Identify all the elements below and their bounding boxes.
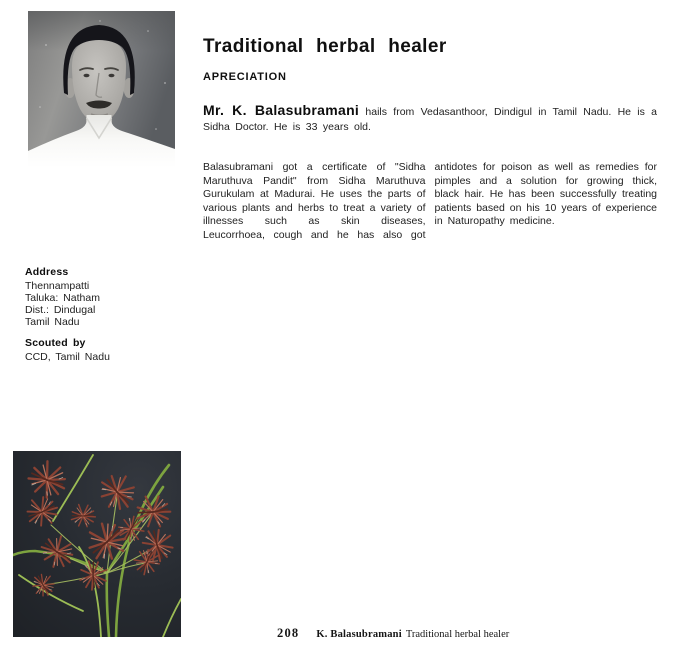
address-block	[25, 266, 185, 328]
intro-text: hails from Vedasanthoor, Dindigul in Tamil Nadu. He is a Sidha Doctor. He is 33 years old.	[203, 106, 658, 133]
body-columns	[203, 161, 657, 243]
healer-name: Mr. K. Balasubramani	[203, 102, 360, 118]
body-column-right: antidotes for poison as well as remedies for pimples and a solution for growing thick, black hair. He has been successfully treating patients based on his 10 years of experience in Naturopathy medicine.	[434, 161, 657, 228]
body-column-left: Balasubramani got a certificate of "Sidha Maruthuva Pandit" from Sidha Maruthuva Gurukulam at Madurai. He uses the parts of various plants and herbs to treat a variety of illnesses such as skin diseases, Leucorrhoea, cough and he has also got	[203, 161, 426, 241]
footer-healer-name: K. Balasubramani	[316, 629, 402, 640]
footer-page-number: 208	[277, 626, 300, 640]
scouted-by-block	[25, 337, 185, 363]
scouted-by-value: CCD, Tamil Nadu	[25, 351, 110, 363]
address-heading: Address	[25, 266, 69, 278]
article	[203, 36, 657, 243]
page-footer	[277, 626, 509, 641]
address-line-2: Taluka: Natham	[25, 292, 100, 304]
address-line-4: Tamil Nadu	[25, 316, 80, 328]
section-heading: APRECIATION	[203, 71, 287, 83]
healer-portrait-photo	[28, 11, 175, 168]
plant-photo-graphic	[13, 451, 181, 637]
intro-paragraph	[203, 103, 657, 134]
address-line-3: Dist.: Dindugal	[25, 304, 96, 316]
footer-article-title: Traditional herbal healer	[405, 629, 510, 640]
address-line-1: Thennampatti	[25, 280, 90, 292]
scouted-by-heading: Scouted by	[25, 337, 86, 349]
portrait-photo-graphic	[28, 11, 175, 168]
page-title: Traditional herbal healer	[203, 36, 447, 57]
herb-plant-photo	[13, 451, 181, 637]
